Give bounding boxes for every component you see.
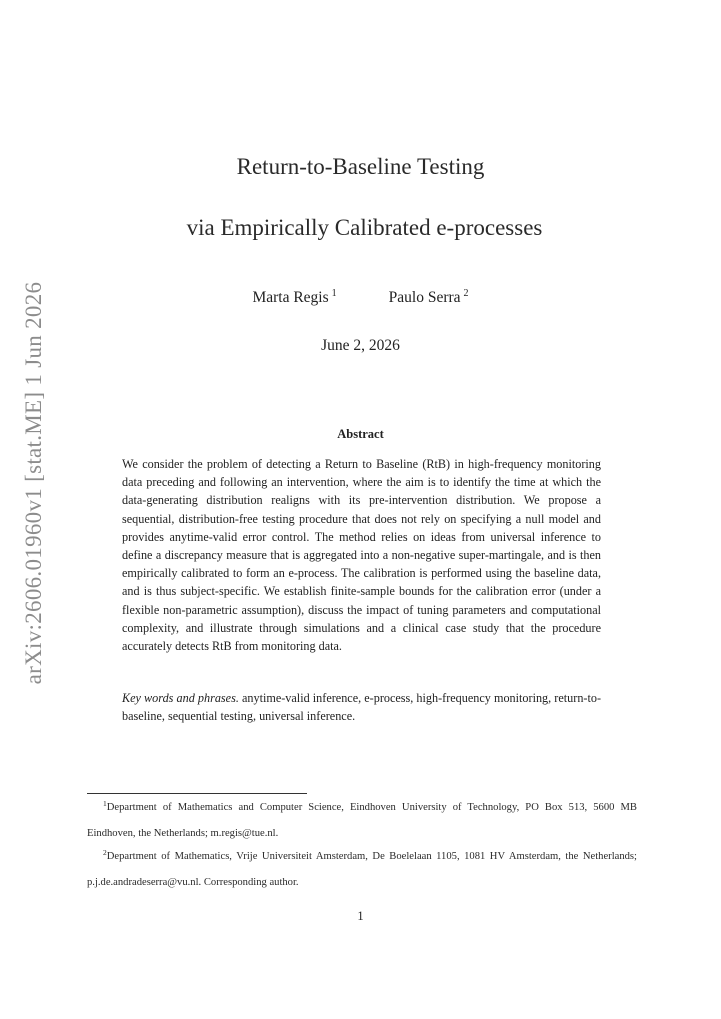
author-2 (389, 288, 469, 307)
author-1-affiliation-mark: 1 (331, 288, 337, 299)
footnote-1 (87, 791, 637, 847)
footnote-1-text: Department of Mathematics and Computer Science, Eindhoven University of Technology, PO Box 513, 5600 MB Eindhoven, the Netherlands; m.regis@tue.nl. (87, 802, 637, 839)
author-list (0, 288, 721, 307)
publication-date: June 2, 2026 (321, 337, 400, 354)
footnote-2-text: Department of Mathematics, Vrije Universiteit Amsterdam, De Boelelaan 1105, 1081 HV Amsterdam, the Netherlands; p.j.de.andradeserra@vu.nl. Corresponding author. (87, 851, 637, 888)
title-line-1: Return-to-Baseline Testing (236, 154, 485, 179)
footnote-1-mark: 1 (103, 799, 107, 808)
author-2-name: Paulo Serra (388, 289, 461, 306)
keywords-label: Key words and phrases. (122, 691, 239, 705)
keywords-text: anytime-valid inference, e-process, high-frequency monitoring, return-to-baseline, sequential testing, universal inference. (122, 691, 602, 724)
footnote-2-mark: 2 (103, 848, 107, 857)
abstract-heading: Abstract (337, 427, 384, 441)
title-line-2: via Empirically Calibrated e-processes (186, 215, 543, 240)
footnote-2 (87, 840, 637, 896)
abstract-body: We consider the problem of detecting a Return to Baseline (RtB) in high-frequency monitoring data preceding and following an intervention, where the aim is to identify the time at which the data-generating distribution realigns with its pre-intervention distribution. We propose a sequential, distribution-free testing procedure that does not rely on specifying a null model and provides anytime-valid error control. The method relies on ideas from universal inference to define a discrepancy measure that is aggregated into a non-negative super-martingale, and is then empirically calibrated to form an e-process. The calibration is performed using the baseline data, and is thus subject-specific. We establish finite-sample bounds for the calibration error (under a flexible non-parametric assumption), discuss the impact of tuning parameters and computational complexity, and illustrate through simulations and a clinical case study that the procedure accurately detects RtB from monitoring data. (122, 457, 601, 654)
author-1-name: Marta Regis (252, 289, 329, 306)
page-number: 1 (357, 909, 364, 923)
author-1 (252, 288, 336, 307)
keywords (122, 689, 601, 725)
arxiv-stamp: arXiv:2606.01960v1 [stat.ME] 1 Jun 2026 (21, 281, 46, 685)
author-2-affiliation-mark: 2 (463, 288, 469, 299)
